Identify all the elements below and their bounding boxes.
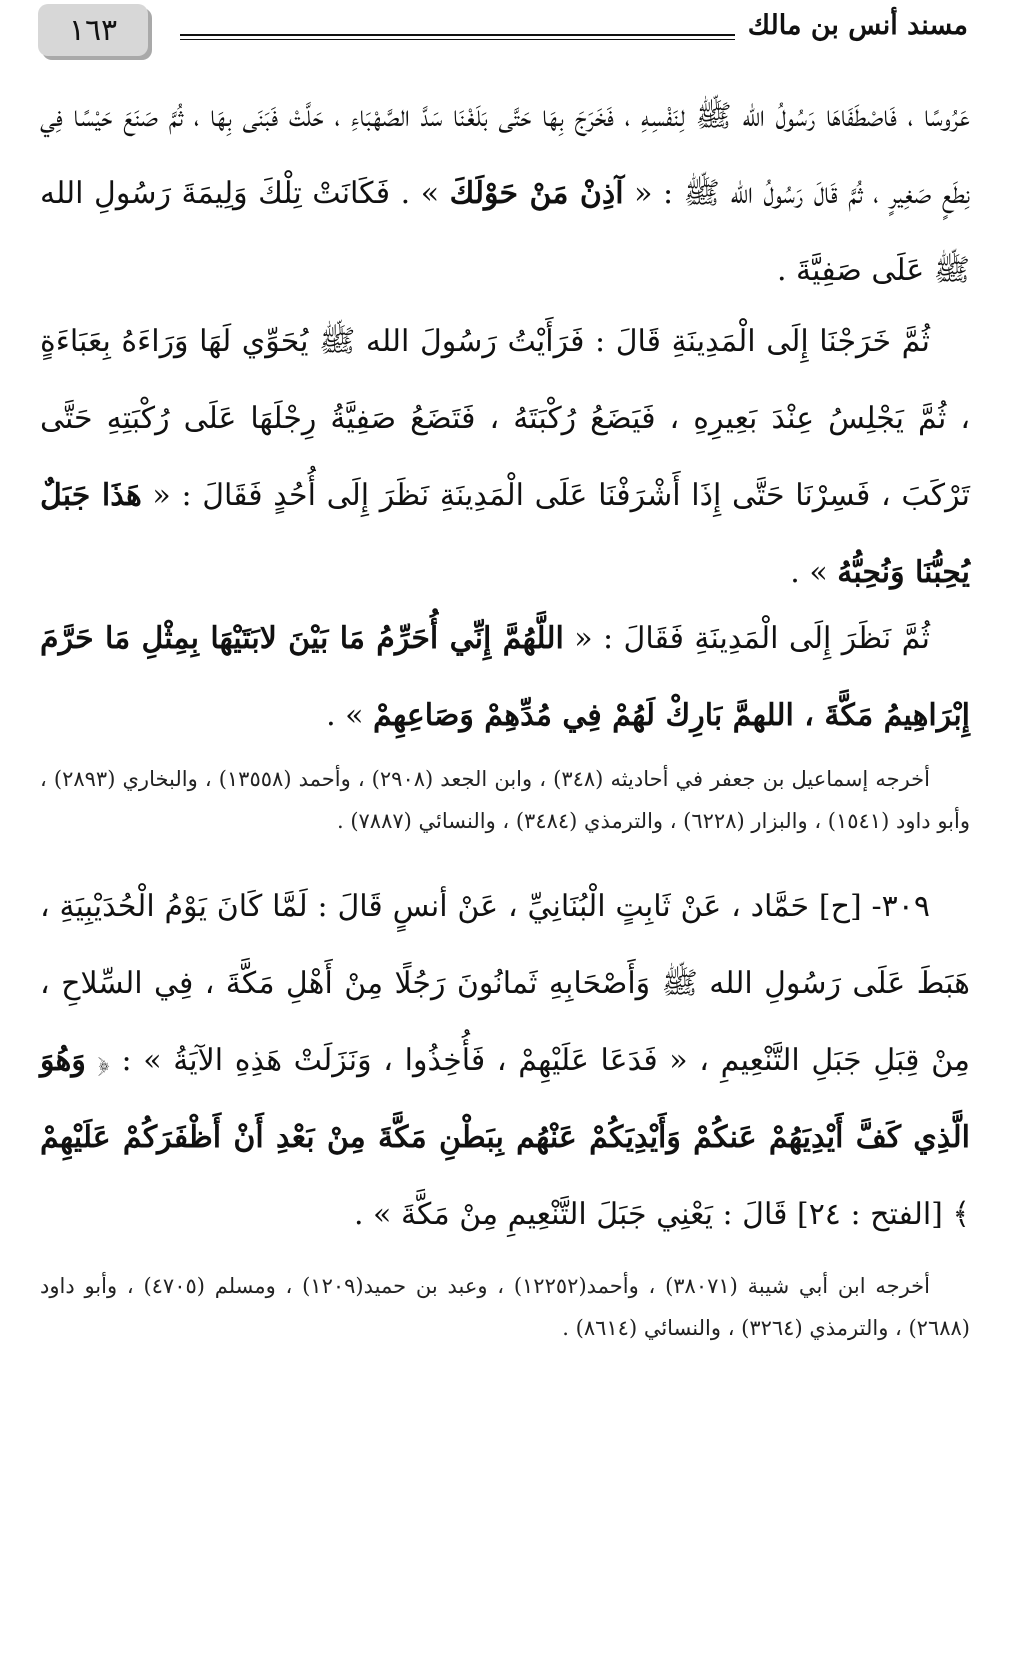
footnote-1 — [40, 758, 970, 842]
p1-hadith-bold: آذِنْ مَنْ حَوْلَكَ — [449, 176, 624, 211]
takhrij-note-1: أخرجه إسماعيل بن جعفر في أحاديثه (٣٤٨) ، وابن الجعد (٢٩٠٨) ، وأحمد (١٣٥٥٨) ، والبخاري (٢٨٩٣) ، وأبو داود (١٥٤١) ، والبزار (٦٢٢٨) ، والترمذي (٣٤٨٤) ، والنسائي (٧٨٨٧) . — [40, 767, 970, 833]
p4-quran-bold: وَهُوَ الَّذِي كَفَّ أَيْدِيَهُمْ عَنكُمْ وَأَيْدِيَكُمْ عَنْهُم بِبَطْنِ مَكَّةَ مِنْ بَعْدِ أَنْ أَظْفَرَكُمْ عَلَيْهِمْ — [40, 1043, 970, 1155]
p4-text-a: ٣٠٩- [ح] حَمَّاد ، عَنْ ثَابِتٍ الْبُنَانِيِّ ، عَنْ أنسٍ قَالَ : لَمَّا كَانَ يَوْمُ الْحُدَيْبِيَةِ ، هَبَطَ عَلَى رَسُولِ الله ﷺ وَأَصْحَابِهِ ثَمانُونَ رَجُلًا مِنْ أَهْلِ مَكَّةَ ، فِي السِّلاحِ ، مِنْ قِبَلِ جَبَلِ التَّنْعِيمِ ، « فَدَعَا عَلَيْهِمْ ، فَأُخِذُوا ، وَنَزَلَتْ هَذِهِ الآيَةُ » : ﴿ — [40, 889, 970, 1078]
paragraph-3-text — [40, 600, 970, 754]
p2-hadith-bold: هَذَا جَبَلٌ يُحِبُّنَا وَنُحِبُّهُ — [40, 478, 970, 590]
takhrij-note-2: أخرجه ابن أبي شيبة (٣٨٠٧١) ، وأحمد(١٢٢٥٢) ، وعبد بن حميد(١٢٠٩) ، ومسلم (٤٧٠٥) ، وأبو داود (٢٦٨٨) ، والترمذي (٣٢٦٤) ، والنسائي (٨٦١٤) . — [40, 1274, 970, 1340]
page-number: ١٦٣ — [68, 12, 118, 48]
running-title: مسند أنس بن مالك — [747, 10, 968, 41]
p3-text-b: » . — [326, 698, 374, 733]
paragraph-1-text — [40, 78, 970, 309]
paragraph-4 — [40, 868, 970, 1253]
p2-text-a: ثُمَّ خَرَجْنَا إِلَى الْمَدِينَةِ قَالَ : فَرَأَيْتُ رَسُولَ الله ﷺ يُحَوِّي لَهَا وَرَاءَهُ بِعَبَاءَةٍ ، ثُمَّ يَجْلِسُ عِنْدَ بَعِيرِهِ ، فَيَضَعُ رُكْبَتَهُ ، فَتَضَعُ صَفِيَّةُ رِجْلَهَا عَلَى رُكْبَتِهِ حَتَّى تَرْكَبَ ، فَسِرْنَا حَتَّى إِذَا أَشْرَفْنَا عَلَى الْمَدِينَةِ نَظَرَ إِلَى أُحُدٍ فَقَالَ : « — [40, 324, 970, 513]
p2-text-b: » . — [790, 555, 838, 590]
footnote-2 — [40, 1265, 970, 1349]
p4-text-b: ﴾ [الفتح : ٢٤] قَالَ : يَعْنِي جَبَلَ التَّنْعِيمِ مِنْ مَكَّةَ » . — [353, 1197, 970, 1232]
paragraph-2-text — [40, 303, 970, 611]
page-number-tab — [38, 4, 148, 56]
p1-text-a: عَرُوسًا ، فَاصْطَفَاهَا رَسُولُ الله ﷺ لِنَفْسِهِ ، فَخَرَجَ بِهَا حَتَّى بَلَغْنَا سَدَّ الصَّهْبَاءِ ، حَلَّتْ فَبَنَى بِهَا ، ثُمَّ صَنَعَ حَيْسًا فِي نِطَعٍ صَغِيرٍ ، ثُمَّ قَالَ رَسُولُ الله ﷺ : « — [40, 99, 970, 211]
paragraph-2 — [40, 303, 970, 611]
p3-text-a: ثُمَّ نَظَرَ إِلَى الْمَدِينَةِ فَقَالَ : « — [563, 621, 930, 656]
paragraph-4-text — [40, 868, 970, 1253]
paragraph-1 — [40, 78, 970, 309]
p1-text-b: » . فَكَانَتْ تِلْكَ وَلِيمَةَ رَسُولِ الله ﷺ عَلَى صَفِيَّةَ . — [40, 176, 970, 288]
header-rule — [180, 34, 735, 40]
p3-hadith-bold: اللَّهُمَّ إِنِّي أُحَرِّمُ مَا بَيْنَ لابَتَيْهَا بِمِثْلِ مَا حَرَّمَ إِبْرَاهِيمُ مَكَّةَ ، اللهمَّ بَارِكْ لَهُمْ فِي مُدِّهِمْ وَصَاعِهِمْ — [40, 621, 970, 733]
paragraph-3 — [40, 600, 970, 754]
